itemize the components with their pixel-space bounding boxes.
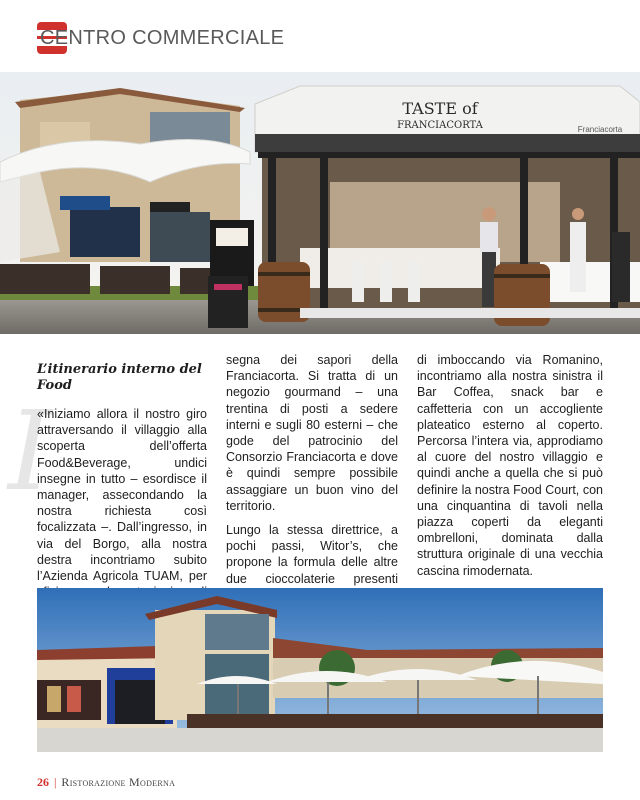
- page-number: 26: [37, 775, 49, 789]
- kiosk-sign-text: TASTE of: [402, 99, 478, 118]
- drop-cap: I: [8, 387, 52, 515]
- kiosk-sign-subtext: FRANCIACORTA: [397, 120, 483, 131]
- column-3-paragraph-1: di imboccando via Romanino, incontriamo alla nostra sinistra il Bar Coffea, snack bar e caffetteria con un accogliente plateatico esterno al coperto. Percorsa l’intera via, approdiamo al cuore del nostro villaggio e quindi anche a quella che si può definire la nostra Food Court, con una cinquantina di tavoli nella piazza coperti da eleganti ombrelloni, dominata dalla struttura originale di una vecchia cascina rimodernata.: [417, 353, 603, 578]
- kiosk-side-text: Franciacorta: [577, 125, 623, 134]
- footer-divider: |: [54, 775, 57, 789]
- article-heading: L’itinerario interno del Food: [37, 362, 202, 393]
- page-footer: [37, 775, 175, 790]
- kiosk-photo: [0, 72, 640, 334]
- column-1-text: «Iniziamo allora il nostro giro attraversando il villaggio alla scoperta dell’offerta Food&Beverage, undici insegne in tutto – esordisce il manager, assecondando la nostra richiesta così focalizzata –. Dall’ingresso, in via del Borgo, alla nostra destra incontriamo subito l’Azienda Agricola TUAM, per: [37, 407, 207, 584]
- column-2-paragraph-1: segna dei sapori della Franciacorta. Si tratta di un negozio gourmand – una trentina di posti a sedere interni e sugli 80 esterni – che gode del patrocinio del Consorzio Franciacorta e dove è quindi sempre possibile assaggiare un buon vino del territorio.: [226, 353, 398, 513]
- section-title: CENTRO COMMERCIALE: [40, 27, 285, 49]
- publication-name: Ristorazione Moderna: [61, 775, 176, 789]
- piazza-photo: [37, 588, 603, 752]
- column-2-paragraph-2: Lungo la stessa direttrice, a pochi passi, Witor’s, che propone la formula delle altre due cioccolaterie presenti: [226, 523, 398, 586]
